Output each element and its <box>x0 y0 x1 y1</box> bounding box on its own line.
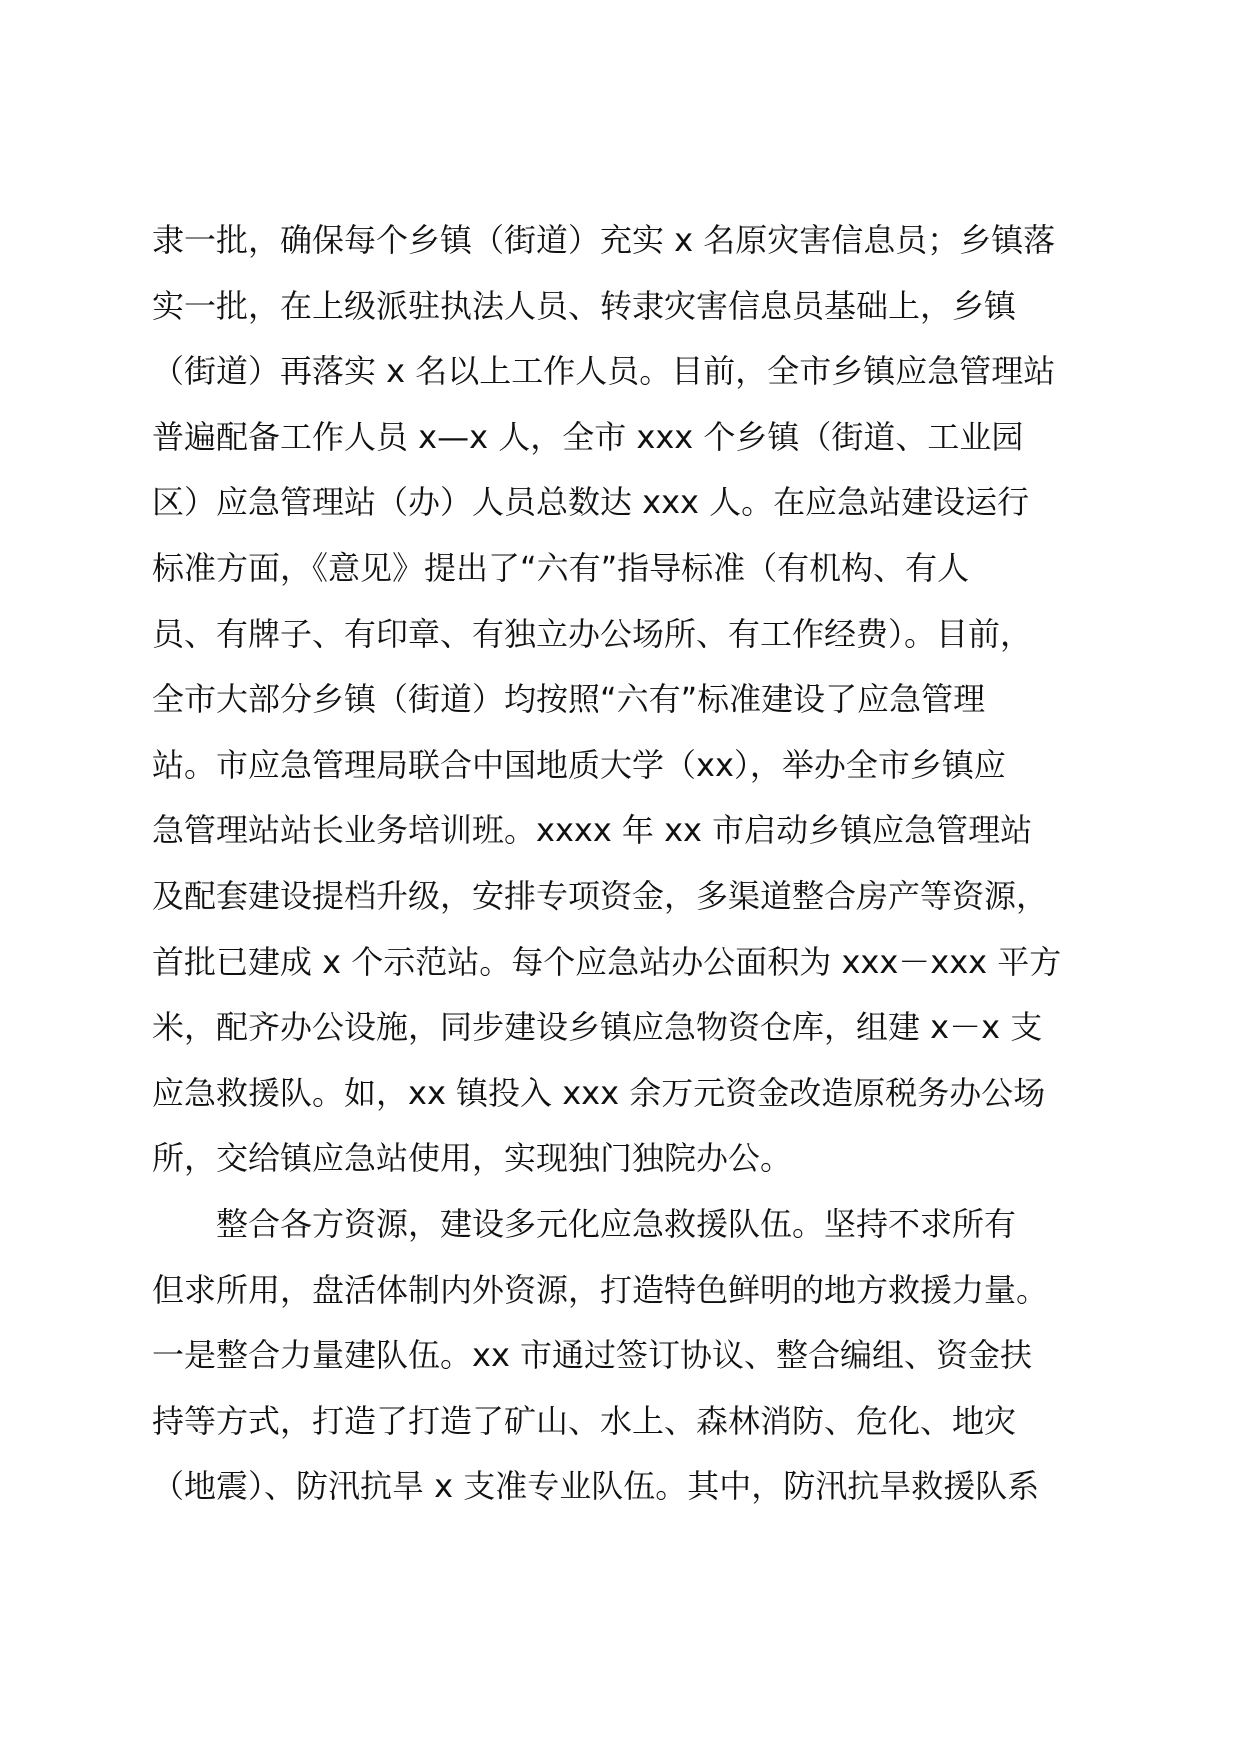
text-line: 但求所用，盘活体制内外资源，打造特色鲜明的地方救援力量。 <box>152 1270 1049 1309</box>
text-line: 米，配齐办公设施，同步建设乡镇应急物资仓库，组建 x－x 支 <box>152 1008 1043 1047</box>
text-line: 隶一批，确保每个乡镇（街道）充实 x 名原灾害信息员；乡镇落 <box>152 221 1056 259</box>
paragraph-start-line: 整合各方资源，建设多元化应急救援队伍。坚持不求所有 <box>216 1204 1017 1243</box>
text-line: 全市大部分乡镇（街道）均按照“六有”标准建设了应急管理 <box>152 680 986 719</box>
text-line: 区）应急管理站（办）人员总数达 xxx 人。在应急站建设运行 <box>152 483 1030 522</box>
body-text <box>152 220 1152 1532</box>
text-line: （地震）、防汛抗旱 x 支准专业队伍。其中，防汛抗旱救援队系 <box>152 1467 1040 1506</box>
text-line: 标准方面，《意见》提出了“六有”指导标准（有机构、有人 <box>152 548 970 587</box>
text-line: 及配套建设提档升级，安排专项资金，多渠道整合房产等资源， <box>152 876 1049 915</box>
text-line: （街道）再落实 x 名以上工作人员。目前，全市乡镇应急管理站 <box>152 352 1056 391</box>
text-line: 急管理站站长业务培训班。xxxx 年 xx 市启动乡镇应急管理站 <box>152 811 1033 850</box>
text-line: 实一批，在上级派驻执法人员、转隶灾害信息员基础上，乡镇 <box>152 286 1017 325</box>
text-line: 一是整合力量建队伍。xx 市通过签订协议、整合编组、资金扶 <box>152 1336 1033 1375</box>
text-line: 应急救援队。如，xx 镇投入 xxx 余万元资金改造原税务办公场 <box>152 1073 1046 1112</box>
text-line: 员、有牌子、有印章、有独立办公场所、有工作经费）。目前， <box>152 614 1033 653</box>
text-line: 所，交给镇应急站使用，实现独门独院办公。 <box>152 1139 793 1178</box>
text-line: 站。市应急管理局联合中国地质大学（xx），举办全市乡镇应 <box>152 745 1006 784</box>
text-line: 首批已建成 x 个示范站。每个应急站办公面积为 xxx－xxx 平方 <box>152 942 1062 981</box>
text-line: 普遍配备工作人员 x—x 人，全市 xxx 个乡镇（街道、工业园 <box>152 417 1024 456</box>
text-line: 持等方式，打造了打造了矿山、水上、森林消防、危化、地灾 <box>152 1401 1017 1440</box>
